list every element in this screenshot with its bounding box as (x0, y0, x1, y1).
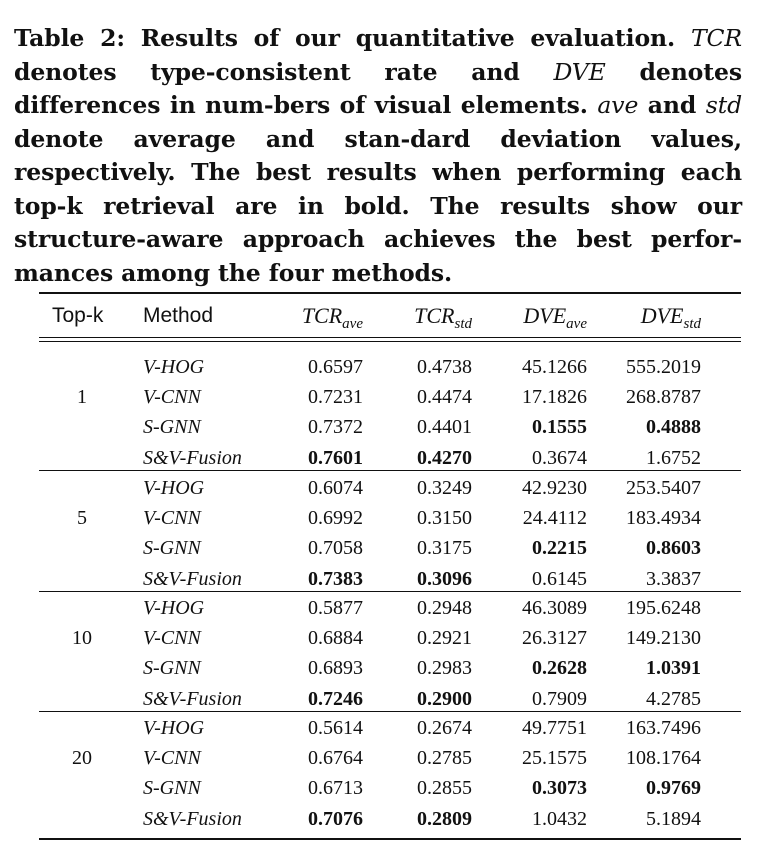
method-cell: V-CNN (143, 386, 201, 409)
table-row (0, 713, 765, 743)
dve-ave-cell: 25.1575 (522, 747, 587, 770)
tcr-std-cell: 0.3175 (417, 537, 472, 560)
dve-ave-cell: 0.2628 (532, 657, 587, 680)
caption-part-3: denotes differences in num-bers of visual elements. (14, 57, 742, 119)
method-cell: V-CNN (143, 747, 201, 770)
tcr-std-cell: 0.4401 (417, 416, 472, 439)
tcr-std-cell: 0.4270 (417, 446, 472, 469)
dve-std-cell: 3.3837 (646, 567, 701, 590)
header-tcr-std-sub: std (454, 316, 472, 332)
tcr-ave-cell: 0.6893 (308, 657, 363, 680)
dve-ave-cell: 24.4112 (522, 507, 587, 530)
dve-std-cell: 108.1764 (626, 747, 701, 770)
header-tcr-ave-sub: ave (342, 316, 363, 332)
dve-std-cell: 183.4934 (626, 507, 701, 530)
table-row (0, 653, 765, 683)
group-rule (39, 470, 741, 471)
method-cell: S&V-Fusion (143, 807, 242, 830)
table-row (0, 473, 765, 503)
dve-ave-cell: 17.1826 (522, 386, 587, 409)
group-rule (39, 591, 741, 592)
dve-std-cell: 268.8787 (626, 386, 701, 409)
table-row (0, 804, 765, 834)
tcr-ave-cell: 0.7076 (308, 807, 363, 830)
table-row (0, 623, 765, 653)
table-row (0, 743, 765, 773)
caption-part-5: denote average and stan-dard deviation values, respectively. The best results when performing each top-k retrieval are in bold. The results show our structure-aware approach achieves the best perfor-mances among the four methods. (14, 124, 742, 287)
table-row (0, 352, 765, 382)
tcr-std-cell: 0.4738 (417, 356, 472, 378)
dve-std-cell: 0.9769 (646, 777, 701, 800)
tcr-std-cell: 0.2785 (417, 747, 472, 770)
tcr-std-cell: 0.2855 (417, 777, 472, 800)
tcr-ave-cell: 0.5614 (308, 717, 363, 739)
dve-ave-cell: 0.6145 (532, 567, 587, 590)
tcr-ave-cell: 0.7601 (308, 446, 363, 469)
method-cell: S&V-Fusion (143, 446, 242, 469)
table-row (0, 773, 765, 803)
method-cell: S-GNN (143, 537, 201, 560)
caption-tcr: TCR (690, 24, 742, 52)
dve-std-cell: 163.7496 (626, 717, 701, 739)
tcr-std-cell: 0.3150 (417, 507, 472, 530)
dve-std-cell: 253.5407 (626, 477, 701, 499)
tcr-std-cell: 0.2921 (417, 627, 472, 650)
tcr-std-cell: 0.2674 (417, 717, 472, 739)
topk-value: 1 (77, 386, 87, 409)
dve-ave-cell: 26.3127 (522, 627, 587, 650)
tcr-std-cell: 0.3249 (417, 477, 472, 499)
dve-ave-cell: 45.1266 (522, 356, 587, 378)
tcr-ave-cell: 0.5877 (308, 597, 363, 619)
header-tcr-std (414, 303, 472, 337)
tcr-std-cell: 0.2983 (417, 657, 472, 680)
dve-std-cell: 195.6248 (626, 597, 701, 619)
tcr-ave-cell: 0.7246 (308, 687, 363, 710)
caption-part-2: denotes type-consistent rate and (14, 57, 554, 86)
table-top-rule (39, 292, 741, 294)
tcr-ave-cell: 0.7058 (308, 537, 363, 560)
dve-std-cell: 0.8603 (646, 537, 701, 560)
table-row (0, 443, 765, 473)
method-cell: V-HOG (143, 477, 205, 499)
method-cell: S&V-Fusion (143, 567, 242, 590)
header-topk: Top-k (52, 304, 104, 327)
tcr-ave-cell: 0.6713 (308, 777, 363, 800)
header-tcr-ave-base: TCR (301, 303, 343, 328)
tcr-std-cell: 0.2948 (417, 597, 472, 619)
method-cell: S-GNN (143, 777, 201, 800)
dve-ave-cell: 0.7909 (532, 687, 587, 710)
topk-value: 10 (72, 627, 92, 650)
dve-std-cell: 5.1894 (646, 807, 701, 830)
caption-std: std (705, 91, 743, 119)
table-row (0, 533, 765, 563)
header-dve-std-base: DVE (640, 303, 684, 328)
table-caption (14, 22, 742, 290)
caption-part-4: and (638, 91, 706, 119)
dve-std-cell: 1.6752 (646, 446, 701, 469)
method-cell: V-HOG (143, 597, 205, 619)
dve-ave-cell: 1.0432 (532, 807, 587, 830)
dve-ave-cell: 0.3674 (532, 446, 587, 469)
tcr-ave-cell: 0.6764 (308, 747, 363, 770)
tcr-ave-cell: 0.6992 (308, 507, 363, 530)
dve-std-cell: 1.0391 (646, 657, 701, 680)
caption-ave: ave (597, 91, 639, 119)
header-dve-ave-base: DVE (523, 303, 567, 328)
tcr-std-cell: 0.2900 (417, 687, 472, 710)
dve-std-cell: 149.2130 (626, 627, 701, 650)
dve-ave-cell: 42.9230 (522, 477, 587, 499)
header-dve-ave (523, 303, 587, 337)
dve-std-cell: 4.2785 (646, 687, 701, 710)
tcr-ave-cell: 0.7231 (308, 386, 363, 409)
caption-dve: DVE (553, 57, 606, 86)
header-tcr-ave (302, 303, 363, 337)
header-dve-std-sub: std (683, 316, 701, 332)
table-bottom-rule (39, 838, 741, 840)
method-cell: S&V-Fusion (143, 687, 242, 710)
header-dve-ave-sub: ave (566, 316, 587, 332)
header-tcr-std-base: TCR (414, 303, 455, 328)
dve-std-cell: 555.2019 (626, 356, 701, 378)
group-rule (39, 711, 741, 712)
method-cell: S-GNN (143, 657, 201, 680)
tcr-std-cell: 0.4474 (417, 386, 472, 409)
topk-value: 5 (77, 507, 87, 530)
header-method: Method (143, 304, 214, 327)
dve-ave-cell: 49.7751 (522, 717, 587, 739)
header-rule-1 (39, 337, 741, 338)
table-row (0, 412, 765, 442)
topk-value: 20 (72, 747, 92, 770)
tcr-ave-cell: 0.7383 (308, 567, 363, 590)
table-row (0, 593, 765, 623)
method-cell: V-HOG (143, 356, 205, 378)
method-cell: S-GNN (143, 416, 201, 439)
method-cell: V-CNN (143, 627, 201, 650)
tcr-ave-cell: 0.6884 (308, 627, 363, 650)
method-cell: V-CNN (143, 507, 201, 530)
dve-ave-cell: 0.2215 (532, 537, 587, 560)
dve-ave-cell: 46.3089 (522, 597, 587, 619)
tcr-ave-cell: 0.7372 (308, 416, 363, 439)
tcr-ave-cell: 0.6597 (308, 356, 363, 378)
caption-prefix: Table 2: Results of our quantitative evaluation. (14, 24, 691, 52)
table-row (0, 382, 765, 412)
header-rule-2 (39, 341, 741, 342)
table-row (0, 684, 765, 714)
dve-ave-cell: 0.1555 (532, 416, 587, 439)
tcr-std-cell: 0.3096 (417, 567, 472, 590)
header-dve-std (641, 303, 701, 337)
method-cell: V-HOG (143, 717, 205, 739)
table-row (0, 503, 765, 533)
tcr-ave-cell: 0.6074 (308, 477, 363, 499)
dve-ave-cell: 0.3073 (532, 777, 587, 800)
table-row (0, 564, 765, 594)
tcr-std-cell: 0.2809 (417, 807, 472, 830)
dve-std-cell: 0.4888 (646, 416, 701, 439)
